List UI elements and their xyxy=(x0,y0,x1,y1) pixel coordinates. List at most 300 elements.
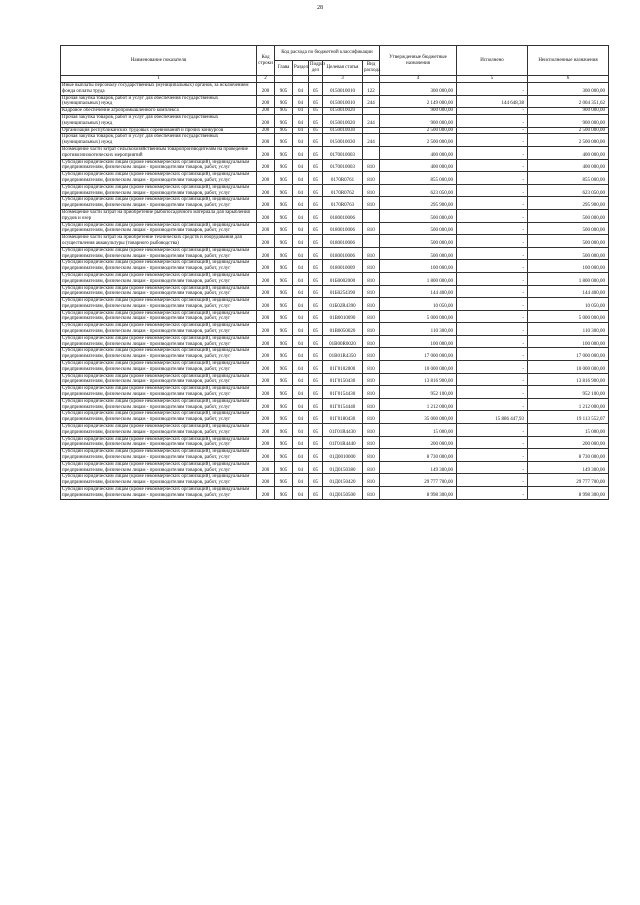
row-code-cell: 200 xyxy=(257,487,275,500)
row-chapter-cell: 905 xyxy=(275,285,293,298)
row-code-cell: 200 xyxy=(257,285,275,298)
row-name-cell: Субсидии юридическим лицам (кроме некоммерческих организаций), индивидуальным предпринимателям, физическим лицам - производителям товаров, работ, услуг xyxy=(61,398,257,411)
row-executed-cell: - xyxy=(457,184,528,197)
row-target-item-cell: 01В00R0020 xyxy=(323,335,363,348)
row-approved-cell: 500 000,00 xyxy=(380,209,457,222)
row-expense-type-cell: 810 xyxy=(363,298,380,311)
row-name-cell: Субсидии юридическим лицам (кроме некоммерческих организаций), индивидуальным предпринимателям, физическим лицам - производителям товаров, работ, услуг xyxy=(61,386,257,399)
table-row xyxy=(61,474,609,487)
row-subsection-cell: 05 xyxy=(309,222,323,235)
row-expense-type-cell: 810 xyxy=(363,474,380,487)
row-name-cell: Субсидии юридическим лицам (кроме некоммерческих организаций), индивидуальным предпринимателям, физическим лицам - производителям товаров, работ, услуг xyxy=(61,172,257,185)
row-executed-cell: - xyxy=(457,108,528,115)
index-cell xyxy=(293,76,309,83)
header-subsection: Подраз дел xyxy=(309,61,323,76)
row-chapter-cell: 905 xyxy=(275,247,293,260)
row-section-cell: 04 xyxy=(293,449,309,462)
row-approved-cell: 500 000,00 xyxy=(380,235,457,248)
row-chapter-cell: 905 xyxy=(275,197,293,210)
row-expense-type-cell: 810 xyxy=(363,260,380,273)
row-section-cell: 04 xyxy=(293,436,309,449)
table-row xyxy=(61,134,609,147)
row-expense-type-cell: 244 xyxy=(363,95,380,108)
row-subsection-cell: 05 xyxy=(309,83,323,96)
row-remaining-cell: 500 000,00 xyxy=(528,247,609,260)
row-code-cell: 200 xyxy=(257,398,275,411)
row-remaining-cell: 855 000,00 xyxy=(528,172,609,185)
row-remaining-cell: 2 500 000,00 xyxy=(528,134,609,147)
row-section-cell: 04 xyxy=(293,487,309,500)
row-target-item-cell: 0150010020 xyxy=(323,114,363,127)
row-name-cell: Субсидии юридическим лицам (кроме некоммерческих организаций), индивидуальным предпринимателям, физическим лицам - производителям товаров, работ, услуг xyxy=(61,373,257,386)
row-subsection-cell: 05 xyxy=(309,184,323,197)
row-subsection-cell: 05 xyxy=(309,474,323,487)
row-expense-type-cell: 244 xyxy=(363,134,380,147)
row-approved-cell: 100 000,00 xyxy=(380,260,457,273)
row-section-cell: 04 xyxy=(293,172,309,185)
row-approved-cell: 144 400,00 xyxy=(380,285,457,298)
row-expense-type-cell: 810 xyxy=(363,272,380,285)
row-name-cell: Субсидии юридическим лицам (кроме некоммерческих организаций), индивидуальным предпринимателям, физическим лицам - производителям товаров, работ, услуг xyxy=(61,310,257,323)
row-remaining-cell: 623 050,00 xyxy=(528,184,609,197)
row-chapter-cell: 905 xyxy=(275,184,293,197)
row-remaining-cell: 5 000 000,00 xyxy=(528,310,609,323)
row-executed-cell: - xyxy=(457,247,528,260)
row-code-cell: 200 xyxy=(257,235,275,248)
row-subsection-cell: 05 xyxy=(309,373,323,386)
row-code-cell: 200 xyxy=(257,323,275,336)
row-section-cell: 04 xyxy=(293,373,309,386)
row-target-item-cell: 01Б0002000 xyxy=(323,272,363,285)
row-target-item-cell: 01Г0180430 xyxy=(323,411,363,424)
row-remaining-cell: 300 000,00 xyxy=(528,83,609,96)
row-subsection-cell: 05 xyxy=(309,411,323,424)
row-approved-cell: 855 000,00 xyxy=(380,172,457,185)
row-code-cell: 200 xyxy=(257,272,275,285)
row-subsection-cell: 05 xyxy=(309,310,323,323)
row-code-cell: 200 xyxy=(257,83,275,96)
row-chapter-cell: 905 xyxy=(275,260,293,273)
row-remaining-cell: 10 050,00 xyxy=(528,298,609,311)
row-subsection-cell: 05 xyxy=(309,197,323,210)
row-section-cell: 04 xyxy=(293,235,309,248)
row-executed-cell: - xyxy=(457,222,528,235)
row-section-cell: 04 xyxy=(293,159,309,172)
page-number: 28 xyxy=(317,5,323,11)
row-section-cell: 04 xyxy=(293,184,309,197)
table-row xyxy=(61,95,609,108)
row-section-cell: 04 xyxy=(293,114,309,127)
table-row xyxy=(61,449,609,462)
index-cell: 1 xyxy=(61,76,257,83)
row-chapter-cell: 905 xyxy=(275,209,293,222)
row-expense-type-cell: 810 xyxy=(363,398,380,411)
row-subsection-cell: 05 xyxy=(309,424,323,437)
row-subsection-cell: 05 xyxy=(309,361,323,374)
row-chapter-cell: 905 xyxy=(275,449,293,462)
row-expense-type-cell: 244 xyxy=(363,114,380,127)
row-code-cell: 200 xyxy=(257,114,275,127)
row-approved-cell: 500 000,00 xyxy=(380,222,457,235)
row-chapter-cell: 905 xyxy=(275,411,293,424)
row-name-cell: Субсидии юридическим лицам (кроме некоммерческих организаций), индивидуальным предпринимателям, физическим лицам - производителям товаров, работ, услуг xyxy=(61,247,257,260)
row-expense-type-cell: 810 xyxy=(363,222,380,235)
table-row xyxy=(61,411,609,424)
row-expense-type-cell: 810 xyxy=(363,323,380,336)
row-chapter-cell: 905 xyxy=(275,172,293,185)
row-section-cell: 04 xyxy=(293,461,309,474)
table-row xyxy=(61,172,609,185)
table-row xyxy=(61,247,609,260)
row-executed-cell: - xyxy=(457,272,528,285)
row-subsection-cell: 05 xyxy=(309,159,323,172)
row-code-cell: 200 xyxy=(257,461,275,474)
table-row xyxy=(61,487,609,500)
row-code-cell: 200 xyxy=(257,386,275,399)
row-section-cell: 04 xyxy=(293,323,309,336)
row-target-item-cell: 0150010010 xyxy=(323,83,363,96)
table-row xyxy=(61,197,609,210)
table-row xyxy=(61,436,609,449)
row-chapter-cell: 905 xyxy=(275,335,293,348)
row-chapter-cell: 905 xyxy=(275,159,293,172)
row-approved-cell: 2 500 000,00 xyxy=(380,134,457,147)
row-chapter-cell: 905 xyxy=(275,146,293,159)
row-remaining-cell: 149 300,00 xyxy=(528,461,609,474)
row-section-cell: 04 xyxy=(293,310,309,323)
table-row xyxy=(61,146,609,159)
header-approved: Утвержденные бюджетные назначения xyxy=(380,46,457,76)
row-approved-cell: 300 000,00 xyxy=(380,83,457,96)
index-cell: 6 xyxy=(528,76,609,83)
row-executed-cell: - xyxy=(457,386,528,399)
row-code-cell: 200 xyxy=(257,348,275,361)
row-expense-type-cell xyxy=(363,127,380,134)
row-executed-cell: - xyxy=(457,159,528,172)
row-target-item-cell: 01Б02R4390 xyxy=(323,298,363,311)
row-executed-cell: - xyxy=(457,235,528,248)
row-approved-cell: 35 000 000,00 xyxy=(380,411,457,424)
row-name-cell: Субсидии юридическим лицам (кроме некоммерческих организаций), индивидуальным предпринимателям, физическим лицам - производителям товаров, работ, услуг xyxy=(61,298,257,311)
row-expense-type-cell: 810 xyxy=(363,285,380,298)
row-subsection-cell: 05 xyxy=(309,323,323,336)
row-remaining-cell: 2 500 000,00 xyxy=(528,127,609,134)
row-subsection-cell: 05 xyxy=(309,95,323,108)
row-remaining-cell: 100 000,00 xyxy=(528,260,609,273)
row-code-cell: 200 xyxy=(257,361,275,374)
row-approved-cell: 2 149 000,00 xyxy=(380,95,457,108)
row-remaining-cell: 144 400,00 xyxy=(528,285,609,298)
row-chapter-cell: 905 xyxy=(275,461,293,474)
table-row xyxy=(61,386,609,399)
row-code-cell: 200 xyxy=(257,197,275,210)
row-approved-cell: 1 800 000,00 xyxy=(380,272,457,285)
row-section-cell: 04 xyxy=(293,127,309,134)
row-approved-cell: 13 816 900,00 xyxy=(380,373,457,386)
row-target-item-cell: 0150010020 xyxy=(323,108,363,115)
row-expense-type-cell: 810 xyxy=(363,411,380,424)
row-section-cell: 04 xyxy=(293,197,309,210)
row-target-item-cell: 01Б0254390 xyxy=(323,285,363,298)
table-row xyxy=(61,127,609,134)
row-expense-type-cell: 810 xyxy=(363,247,380,260)
row-executed-cell: - xyxy=(457,197,528,210)
row-approved-cell: 29 777 700,00 xyxy=(380,474,457,487)
row-approved-cell: 500 000,00 xyxy=(380,247,457,260)
header-section: Раздел xyxy=(293,61,309,76)
row-approved-cell: 623 050,00 xyxy=(380,184,457,197)
row-expense-type-cell: 122 xyxy=(363,83,380,96)
row-executed-cell: - xyxy=(457,209,528,222)
row-executed-cell: - xyxy=(457,348,528,361)
row-executed-cell: 15 886 447,93 xyxy=(457,411,528,424)
row-executed-cell: - xyxy=(457,424,528,437)
row-code-cell: 200 xyxy=(257,172,275,185)
row-name-cell: Субсидии юридическим лицам (кроме некоммерческих организаций), индивидуальным предпринимателям, физическим лицам - производителям товаров, работ, услуг xyxy=(61,323,257,336)
table-row xyxy=(61,398,609,411)
row-chapter-cell: 905 xyxy=(275,398,293,411)
row-chapter-cell: 905 xyxy=(275,436,293,449)
table-row xyxy=(61,108,609,115)
table-row xyxy=(61,323,609,336)
row-subsection-cell: 05 xyxy=(309,298,323,311)
row-executed-cell: - xyxy=(457,436,528,449)
row-subsection-cell: 05 xyxy=(309,348,323,361)
row-subsection-cell: 05 xyxy=(309,386,323,399)
row-section-cell: 04 xyxy=(293,260,309,273)
header-executed: Исполнено xyxy=(457,46,528,76)
row-executed-cell: - xyxy=(457,172,528,185)
row-code-cell: 200 xyxy=(257,247,275,260)
row-remaining-cell: 400 000,00 xyxy=(528,146,609,159)
row-chapter-cell: 905 xyxy=(275,108,293,115)
row-section-cell: 04 xyxy=(293,209,309,222)
row-name-cell: Иные выплаты персоналу государственных (муниципальных) органов, за исключением фонда оплаты труда xyxy=(61,83,257,96)
row-code-cell: 200 xyxy=(257,95,275,108)
row-code-cell: 200 xyxy=(257,209,275,222)
row-approved-cell: 200 000,00 xyxy=(380,436,457,449)
column-index-row xyxy=(61,76,609,83)
row-name-cell: Прочая закупка товаров, работ и услуг для обеспечения государственных (муниципальных) нужд xyxy=(61,114,257,127)
row-name-cell: Возмещение части затрат сельскохозяйственным товаропроизводителям на проведение противоэпизоотических мероприятий xyxy=(61,146,257,159)
row-remaining-cell: 100 000,00 xyxy=(528,335,609,348)
row-remaining-cell: 10 000 000,00 xyxy=(528,361,609,374)
row-approved-cell: 8 730 000,00 xyxy=(380,449,457,462)
row-subsection-cell: 05 xyxy=(309,285,323,298)
table-row xyxy=(61,285,609,298)
row-executed-cell: - xyxy=(457,134,528,147)
row-section-cell: 04 xyxy=(293,272,309,285)
table-body xyxy=(61,83,609,500)
row-code-cell: 200 xyxy=(257,310,275,323)
row-section-cell: 04 xyxy=(293,424,309,437)
row-executed-cell: - xyxy=(457,298,528,311)
row-executed-cell: - xyxy=(457,361,528,374)
table-row xyxy=(61,235,609,248)
row-chapter-cell: 905 xyxy=(275,373,293,386)
table-row xyxy=(61,159,609,172)
row-code-cell: 200 xyxy=(257,335,275,348)
row-code-cell: 200 xyxy=(257,411,275,424)
row-subsection-cell: 05 xyxy=(309,461,323,474)
row-target-item-cell: 0180010009 xyxy=(323,260,363,273)
row-subsection-cell: 05 xyxy=(309,272,323,285)
row-code-cell: 200 xyxy=(257,222,275,235)
row-remaining-cell: 952 100,00 xyxy=(528,386,609,399)
row-name-cell: Субсидии юридическим лицам (кроме некоммерческих организаций), индивидуальным предпринимателям, физическим лицам - производителям товаров, работ, услуг xyxy=(61,335,257,348)
row-name-cell: Субсидии юридическим лицам (кроме некоммерческих организаций), индивидуальным предпринимателям, физическим лицам - производителям товаров, работ, услуг xyxy=(61,487,257,500)
table-row xyxy=(61,373,609,386)
table-row xyxy=(61,335,609,348)
row-code-cell: 200 xyxy=(257,127,275,134)
row-code-cell: 200 xyxy=(257,373,275,386)
row-section-cell: 04 xyxy=(293,222,309,235)
row-subsection-cell: 05 xyxy=(309,235,323,248)
row-target-item-cell: 01Г0150430 xyxy=(323,373,363,386)
row-chapter-cell: 905 xyxy=(275,134,293,147)
row-name-cell: Субсидии юридическим лицам (кроме некоммерческих организаций), индивидуальным предпринимателям, физическим лицам - производителям товаров, работ, услуг xyxy=(61,348,257,361)
row-name-cell: Субсидии юридическим лицам (кроме некоммерческих организаций), индивидуальным предпринимателям, физическим лицам - производителям товаров, работ, услуг xyxy=(61,159,257,172)
row-executed-cell: - xyxy=(457,127,528,134)
table-row xyxy=(61,209,609,222)
row-subsection-cell: 05 xyxy=(309,398,323,411)
row-name-cell: Субсидии юридическим лицам (кроме некоммерческих организаций), индивидуальным предпринимателям, физическим лицам - производителям товаров, работ, услуг xyxy=(61,260,257,273)
row-name-cell: Субсидии юридическим лицам (кроме некоммерческих организаций), индивидуальным предпринимателям, физическим лицам - производителям товаров, работ, услуг xyxy=(61,272,257,285)
row-approved-cell: 1 212 000,00 xyxy=(380,398,457,411)
row-subsection-cell: 05 xyxy=(309,260,323,273)
row-chapter-cell: 905 xyxy=(275,487,293,500)
row-expense-type-cell xyxy=(363,235,380,248)
row-expense-type-cell: 810 xyxy=(363,335,380,348)
row-name-cell: Субсидии юридическим лицам (кроме некоммерческих организаций), индивидуальным предпринимателям, физическим лицам - производителям товаров, работ, услуг xyxy=(61,474,257,487)
row-subsection-cell: 05 xyxy=(309,114,323,127)
row-section-cell: 04 xyxy=(293,83,309,96)
row-executed-cell: 144 648,38 xyxy=(457,95,528,108)
index-cell xyxy=(309,76,323,83)
row-name-cell: Субсидии юридическим лицам (кроме некоммерческих организаций), индивидуальным предпринимателям, физическим лицам - производителям товаров, работ, услуг xyxy=(61,461,257,474)
table-row xyxy=(61,260,609,273)
row-chapter-cell: 905 xyxy=(275,235,293,248)
header-name: Наименование показателя xyxy=(61,46,257,76)
row-code-cell: 200 xyxy=(257,474,275,487)
row-code-cell: 200 xyxy=(257,134,275,147)
table-row xyxy=(61,461,609,474)
row-chapter-cell: 905 xyxy=(275,95,293,108)
row-target-item-cell: 01Д0150500 xyxy=(323,487,363,500)
row-code-cell: 200 xyxy=(257,184,275,197)
row-section-cell: 04 xyxy=(293,474,309,487)
index-cell: 5 xyxy=(457,76,528,83)
row-approved-cell: 952 100,00 xyxy=(380,386,457,399)
row-name-cell: Кадровое обеспечение агропромышленного комплекса xyxy=(61,108,257,115)
row-executed-cell: - xyxy=(457,323,528,336)
budget-execution-table xyxy=(60,45,609,500)
row-executed-cell: - xyxy=(457,449,528,462)
row-name-cell: Субсидии юридическим лицам (кроме некоммерческих организаций), индивидуальным предпринимателям, физическим лицам - производителям товаров, работ, услуг xyxy=(61,424,257,437)
row-expense-type-cell xyxy=(363,108,380,115)
row-target-item-cell: 01Г0102000 xyxy=(323,361,363,374)
row-expense-type-cell xyxy=(363,146,380,159)
row-section-cell: 04 xyxy=(293,335,309,348)
row-target-item-cell: 0180010006 xyxy=(323,222,363,235)
row-section-cell: 04 xyxy=(293,146,309,159)
row-target-item-cell: 0180010006 xyxy=(323,247,363,260)
row-approved-cell: 2 500 000,00 xyxy=(380,127,457,134)
row-name-cell: Субсидии юридическим лицам (кроме некоммерческих организаций), индивидуальным предпринимателям, физическим лицам - производителям товаров, работ, услуг xyxy=(61,449,257,462)
header-unexecuted: Неисполненные назначения xyxy=(528,46,609,76)
row-name-cell: Прочая закупка товаров, работ и услуг для обеспечения государственных (муниципальных) нужд xyxy=(61,95,257,108)
row-name-cell: Субсидии юридическим лицам (кроме некоммерческих организаций), индивидуальным предпринимателям, физическим лицам - производителям товаров, работ, услуг xyxy=(61,436,257,449)
row-executed-cell: - xyxy=(457,461,528,474)
row-executed-cell: - xyxy=(457,146,528,159)
row-executed-cell: - xyxy=(457,114,528,127)
row-remaining-cell: 17 000 000,00 xyxy=(528,348,609,361)
row-remaining-cell: 200 000,00 xyxy=(528,436,609,449)
row-target-item-cell: 01Г0154440 xyxy=(323,398,363,411)
row-chapter-cell: 905 xyxy=(275,114,293,127)
row-subsection-cell: 05 xyxy=(309,127,323,134)
row-subsection-cell: 05 xyxy=(309,209,323,222)
row-approved-cell: 10 050,00 xyxy=(380,298,457,311)
row-expense-type-cell: 810 xyxy=(363,386,380,399)
row-target-item-cell: 01В0010090 xyxy=(323,310,363,323)
row-expense-type-cell: 810 xyxy=(363,461,380,474)
row-approved-cell: 400 000,00 xyxy=(380,159,457,172)
row-target-item-cell: 01Г01R4440 xyxy=(323,436,363,449)
row-name-cell: Возмещение части затрат на приобретение рыбопосадочного материала для зарыбления прудов и озер xyxy=(61,209,257,222)
row-expense-type-cell: 810 xyxy=(363,361,380,374)
row-expense-type-cell: 810 xyxy=(363,310,380,323)
row-subsection-cell: 05 xyxy=(309,146,323,159)
row-target-item-cell: 0180010006 xyxy=(323,235,363,248)
row-remaining-cell: 8 730 000,00 xyxy=(528,449,609,462)
row-expense-type-cell: 810 xyxy=(363,424,380,437)
row-remaining-cell: 19 113 552,07 xyxy=(528,411,609,424)
row-expense-type-cell xyxy=(363,209,380,222)
row-target-item-cell: 0170R0762 xyxy=(323,184,363,197)
header-code: Код строки xyxy=(257,46,275,76)
row-expense-type-cell: 810 xyxy=(363,184,380,197)
row-expense-type-cell: 810 xyxy=(363,436,380,449)
row-section-cell: 04 xyxy=(293,411,309,424)
row-expense-type-cell: 810 xyxy=(363,487,380,500)
row-remaining-cell: 29 777 700,00 xyxy=(528,474,609,487)
row-section-cell: 04 xyxy=(293,348,309,361)
row-expense-type-cell: 810 xyxy=(363,197,380,210)
row-section-cell: 04 xyxy=(293,108,309,115)
row-name-cell: Субсидии юридическим лицам (кроме некоммерческих организаций), индивидуальным предпринимателям, физическим лицам - производителям товаров, работ, услуг xyxy=(61,222,257,235)
row-expense-type-cell: 810 xyxy=(363,159,380,172)
table-row xyxy=(61,298,609,311)
row-expense-type-cell: 810 xyxy=(363,348,380,361)
index-cell xyxy=(275,76,293,83)
row-expense-type-cell: 810 xyxy=(363,449,380,462)
row-executed-cell: - xyxy=(457,285,528,298)
row-target-item-cell: 01Г01R4430 xyxy=(323,424,363,437)
row-approved-cell: 900 000,00 xyxy=(380,114,457,127)
index-cell: 3 xyxy=(323,76,363,83)
row-remaining-cell: 295 900,00 xyxy=(528,197,609,210)
row-name-cell: Субсидии юридическим лицам (кроме некоммерческих организаций), индивидуальным предпринимателям, физическим лицам - производителям товаров, работ, услуг xyxy=(61,184,257,197)
row-target-item-cell: 01Д0150380 xyxy=(323,461,363,474)
table-row xyxy=(61,114,609,127)
index-cell: 4 xyxy=(380,76,457,83)
row-subsection-cell: 05 xyxy=(309,134,323,147)
row-target-item-cell: 0150010030 xyxy=(323,134,363,147)
row-executed-cell: - xyxy=(457,310,528,323)
row-section-cell: 04 xyxy=(293,134,309,147)
row-remaining-cell: 900 000,00 xyxy=(528,114,609,127)
